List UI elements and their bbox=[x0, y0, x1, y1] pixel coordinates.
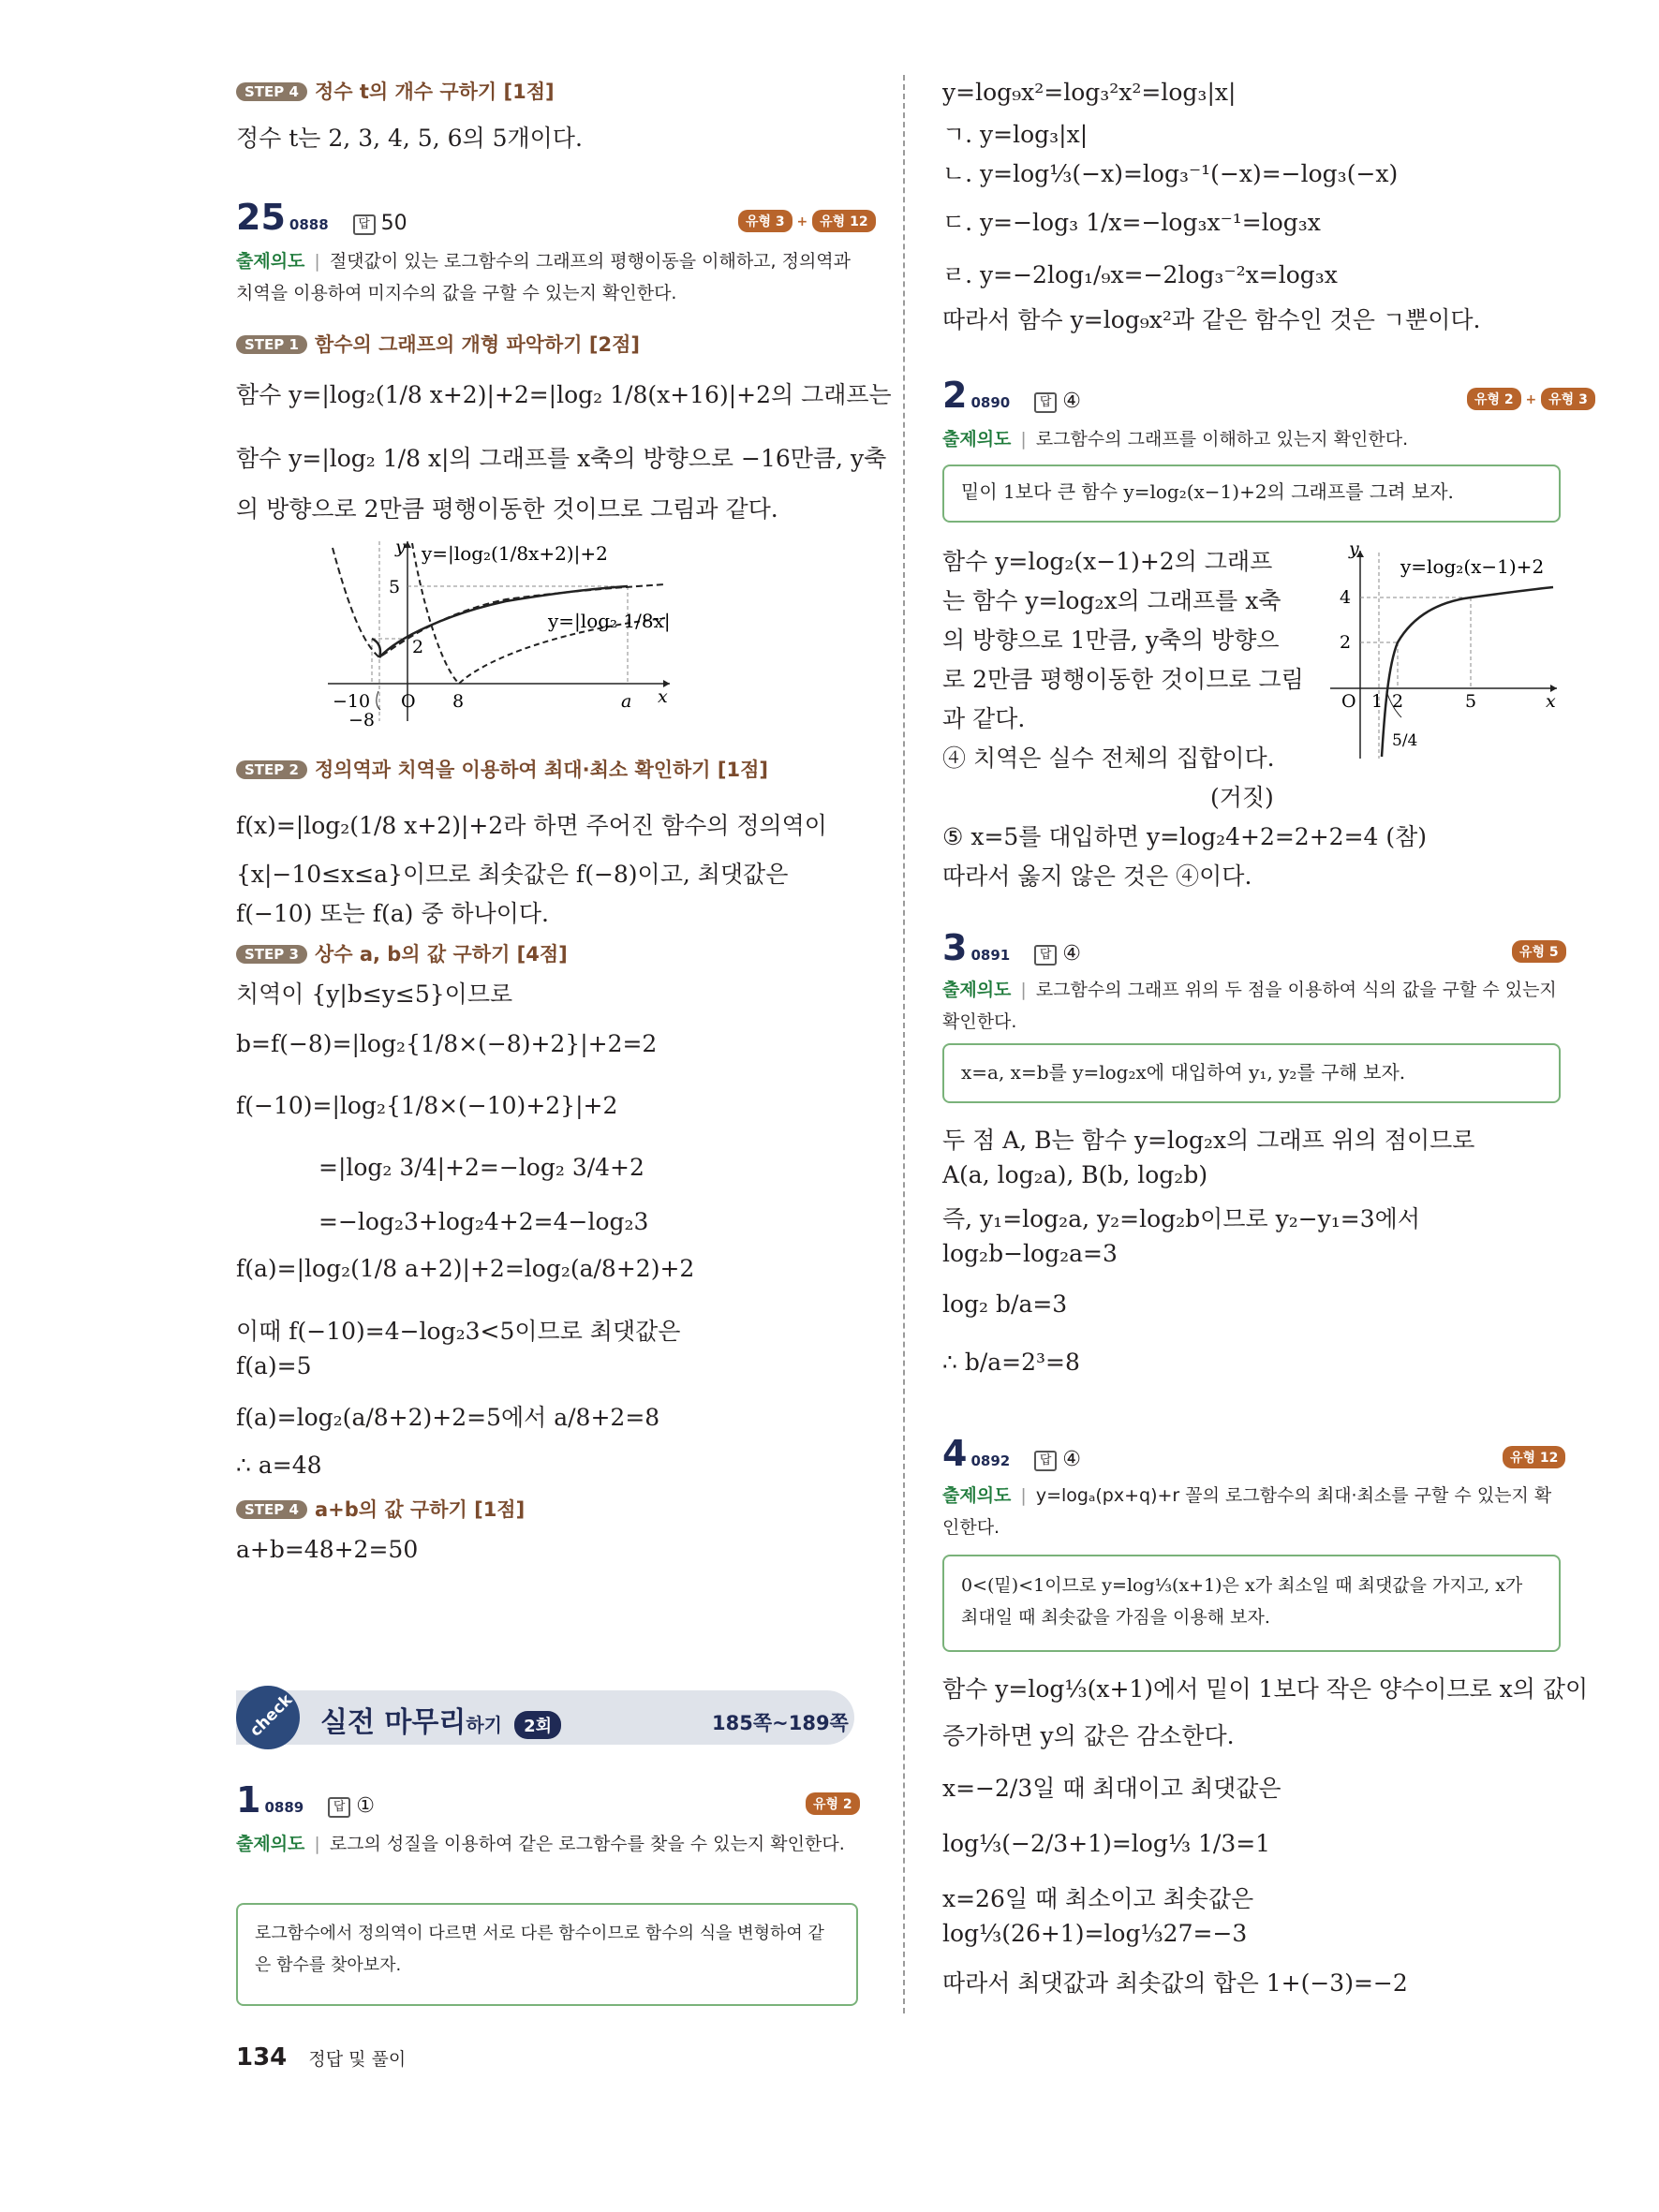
q25-graph bbox=[318, 534, 684, 730]
q2-line: 따라서 옳지 않은 것은 ④이다. bbox=[942, 863, 1252, 890]
q3-line: A(a, log₂a), B(b, log₂b) bbox=[942, 1161, 1208, 1188]
q4-line: 따라서 최댓값과 최솟값의 합은 1+(−3)=−2 bbox=[942, 1969, 1408, 1997]
q25-step2-heading bbox=[236, 755, 768, 783]
q25-line: 이때 f(−10)=4−log₂3<5이므로 최댓값은 bbox=[236, 1318, 681, 1345]
q25-intent: 출제의도 | 절댓값이 있는 로그함수의 그래프의 평행이동을 이해하고, 정의역과 치역을 이용하여 미지수의 값을 구할 수 있는지 확인한다. bbox=[236, 251, 852, 303]
type-tag: 유형 12 bbox=[1503, 1446, 1565, 1468]
q1-cont-line: ㄱ. y=log₃|x| bbox=[942, 121, 1089, 148]
q2-line: 로 2만큼 평행이동한 것이므로 그림 bbox=[942, 666, 1304, 693]
type-tag: 유형 5 bbox=[1512, 940, 1566, 963]
q2-intent: 출제의도 | 로그함수의 그래프를 이해하고 있는지 확인한다. bbox=[942, 429, 1409, 450]
question-code: 0891 bbox=[970, 947, 1011, 964]
q25-line: 의 방향으로 2만큼 평행이동한 것이므로 그림과 같다. bbox=[236, 495, 778, 523]
q25-line: b=f(−8)=|log₂{1/8×(−8)+2}|+2=2 bbox=[236, 1030, 658, 1057]
page-footer bbox=[236, 2043, 406, 2072]
step4-top-line: 정수 t는 2, 3, 4, 5, 6의 5개이다. bbox=[236, 125, 583, 152]
q4-header bbox=[942, 1433, 1081, 1474]
q25-line: f(x)=|log₂(1/8 x+2)|+2라 하면 주어진 함수의 정의역이 bbox=[236, 812, 827, 839]
tag-plus: + bbox=[796, 214, 808, 229]
q3-type-tag bbox=[1512, 940, 1566, 963]
tick-5: 5 bbox=[1465, 691, 1477, 712]
answer-icon: 답 bbox=[328, 1797, 350, 1818]
question-number: 3 bbox=[942, 927, 968, 968]
curve-label-2: y=|log₂ 1/8x| bbox=[548, 610, 671, 632]
step-title: a+b의 값 구하기 [1점] bbox=[314, 1498, 526, 1521]
step-badge: STEP 4 bbox=[236, 82, 307, 101]
q25-step4-heading bbox=[236, 1495, 525, 1523]
tick-5-4: 5/4 bbox=[1392, 731, 1418, 750]
tick-origin: O bbox=[1341, 691, 1356, 712]
q25-step1-heading bbox=[236, 330, 640, 358]
curve-label-1: y=|log₂(1/8x+2)|+2 bbox=[422, 542, 608, 565]
q25-step3-heading bbox=[236, 939, 568, 967]
q1-header bbox=[236, 1779, 375, 1821]
intent-text: 로그의 성질을 이용하여 같은 로그함수를 찾을 수 있는지 확인한다. bbox=[329, 1834, 845, 1854]
step-badge: STEP 1 bbox=[236, 335, 307, 354]
step-badge: STEP 3 bbox=[236, 945, 307, 964]
axis-y-label: y bbox=[1349, 538, 1359, 559]
step-title: 정수 t의 개수 구하기 [1점] bbox=[314, 81, 555, 103]
q4-line: log⅓(26+1)=log⅓27=−3 bbox=[942, 1920, 1248, 1947]
answer-value: 50 bbox=[380, 212, 407, 235]
q4-hint-box: 0<(밑)<1이므로 y=log⅓(x+1)은 x가 최소일 때 최댓값을 가지고, x가 최대일 때 최솟값을 가짐을 이용해 보자. bbox=[942, 1555, 1561, 1652]
banner-title bbox=[320, 1699, 561, 1740]
type-tag: 유형 2 bbox=[806, 1792, 860, 1815]
step4-top-heading bbox=[236, 77, 555, 105]
step-title: 상수 a, b의 값 구하기 [4점] bbox=[314, 943, 568, 966]
axis-x-label: x bbox=[1546, 691, 1556, 712]
banner-round: 2회 bbox=[514, 1711, 561, 1739]
curve-label: y=log₂(x−1)+2 bbox=[1400, 555, 1545, 578]
answer-value: ④ bbox=[1062, 942, 1081, 966]
tick-a: a bbox=[621, 691, 632, 712]
page-number: 134 bbox=[236, 2043, 288, 2072]
answer-icon: 답 bbox=[353, 214, 376, 235]
q3-line: ∴ b/a=2³=8 bbox=[942, 1349, 1080, 1376]
q2-line: 함수 y=log₂(x−1)+2의 그래프 bbox=[942, 548, 1273, 575]
tick-y4: 4 bbox=[1340, 587, 1352, 608]
q25-line: f(−10) 또는 f(a) 중 하나이다. bbox=[236, 900, 549, 927]
check-label: check bbox=[245, 1690, 297, 1741]
q3-line: log₂b−log₂a=3 bbox=[942, 1240, 1118, 1267]
q4-line: x=−2/3일 때 최대이고 최댓값은 bbox=[942, 1775, 1281, 1802]
step-title: 정의역과 치역을 이용하여 최대·최소 확인하기 [1점] bbox=[314, 759, 768, 781]
answer-icon: 답 bbox=[1034, 945, 1057, 966]
question-code: 0889 bbox=[264, 1799, 304, 1816]
axis-y-label: y bbox=[395, 537, 406, 557]
check-badge bbox=[236, 1686, 300, 1749]
answer-icon: 답 bbox=[1034, 392, 1057, 413]
step-badge: STEP 2 bbox=[236, 760, 307, 779]
q25-type-tags bbox=[738, 210, 876, 232]
type-tag: 유형 3 bbox=[738, 210, 792, 232]
q4-line: 함수 y=log⅓(x+1)에서 밑이 1보다 작은 양수이므로 x의 값이 bbox=[942, 1675, 1589, 1703]
answer-icon: 답 bbox=[1034, 1451, 1057, 1471]
q4-intent: 출제의도 | y=logₐ(px+q)+r 꼴의 로그함수의 최대·최소를 구할 수 있는지 확인한다. bbox=[942, 1485, 1552, 1538]
q2-hint-box: 밑이 1보다 큰 함수 y=log₂(x−1)+2의 그래프를 그려 보자. bbox=[942, 465, 1561, 523]
q25-line: {x|−10≤x≤a}이므로 최솟값은 f(−8)이고, 최댓값은 bbox=[236, 861, 789, 888]
q25-line: ∴ a=48 bbox=[236, 1452, 322, 1479]
banner-title-main: 실전 마무리 bbox=[320, 1706, 467, 1739]
q25-line: f(−10)=|log₂{1/8×(−10)+2}|+2 bbox=[236, 1092, 618, 1119]
q25-line: 함수 y=|log₂(1/8 x+2)|+2=|log₂ 1/8(x+16)|+2의 그래프는 bbox=[236, 381, 892, 408]
question-number: 25 bbox=[236, 197, 286, 238]
q3-hint-box: x=a, x=b를 y=log₂x에 대입하여 y₁, y₂를 구해 보자. bbox=[942, 1043, 1561, 1103]
tick-origin: O bbox=[401, 691, 416, 712]
q1-intent: 출제의도 | 로그의 성질을 이용하여 같은 로그함수를 찾을 수 있는지 확인한다. bbox=[236, 1834, 845, 1854]
page-section: 정답 및 풀이 bbox=[308, 2049, 407, 2070]
q3-intent: 출제의도 | 로그함수의 그래프 위의 두 점을 이용하여 식의 값을 구할 수 있는지 확인한다. bbox=[942, 980, 1557, 1032]
q2-line: 과 같다. bbox=[942, 705, 1026, 732]
q3-header bbox=[942, 927, 1081, 968]
tick-2: 2 bbox=[1392, 691, 1404, 712]
q1-cont-line: ㄹ. y=−2log₁/₉x=−2log₃⁻²x=log₃x bbox=[942, 261, 1338, 288]
question-number: 2 bbox=[942, 375, 968, 416]
q4-line: log⅓(−2/3+1)=log⅓ 1/3=1 bbox=[942, 1830, 1271, 1857]
q4-line: x=26일 때 최소이고 최솟값은 bbox=[942, 1885, 1254, 1912]
tick-2: 2 bbox=[412, 637, 424, 657]
tick-8: 8 bbox=[452, 691, 465, 712]
q1-type-tag bbox=[806, 1792, 860, 1815]
q2-line: 는 함수 y=log₂x의 그래프를 x축 bbox=[942, 587, 1281, 614]
q3-line: log₂ b/a=3 bbox=[942, 1290, 1068, 1318]
q2-line: (거짓) bbox=[1210, 784, 1274, 811]
question-number: 4 bbox=[942, 1433, 968, 1474]
q2-line: ⑤ x=5를 대입하면 y=log₂4+2=2+2=4 (참) bbox=[942, 823, 1428, 850]
step-badge: STEP 4 bbox=[236, 1500, 307, 1519]
question-number: 1 bbox=[236, 1779, 261, 1821]
question-code: 0888 bbox=[289, 216, 329, 233]
q25-line: 치역이 {y|b≤y≤5}이므로 bbox=[236, 981, 513, 1008]
q1-cont-line: ㄷ. y=−log₃ 1/x=−log₃x⁻¹=log₃x bbox=[942, 209, 1321, 236]
banner-pages: 185쪽~189쪽 bbox=[712, 1712, 849, 1734]
q25-line: f(a)=|log₂(1/8 a+2)|+2=log₂(a/8+2)+2 bbox=[236, 1255, 695, 1282]
intent-text: y=logₐ(px+q)+r 꼴의 로그함수의 최대·최소를 구할 수 있는지 확인한다. bbox=[942, 1485, 1552, 1538]
q25-line: f(a)=5 bbox=[236, 1352, 312, 1379]
q1-cont-line: 따라서 함수 y=log₉x²과 같은 함수인 것은 ㄱ뿐이다. bbox=[942, 306, 1481, 333]
intent-label: 출제의도 bbox=[236, 251, 305, 272]
tag-plus: + bbox=[1525, 392, 1537, 407]
answer-value: ④ bbox=[1062, 390, 1081, 413]
q1-cont-line: ㄴ. y=log⅓(−x)=log₃⁻¹(−x)=−log₃(−x) bbox=[942, 160, 1399, 187]
q25-line: 함수 y=|log₂ 1/8 x|의 그래프를 x축의 방향으로 −16만큼, y축 bbox=[236, 445, 887, 472]
q4-line: 증가하면 y의 값은 감소한다. bbox=[942, 1722, 1235, 1749]
q3-line: 두 점 A, B는 함수 y=log₂x의 그래프 위의 점이므로 bbox=[942, 1127, 1475, 1154]
intent-label: 출제의도 bbox=[942, 429, 1012, 450]
type-tag: 유형 12 bbox=[812, 210, 875, 232]
column-divider bbox=[903, 75, 905, 2013]
tick-y2: 2 bbox=[1340, 632, 1352, 653]
q4-type-tag bbox=[1503, 1446, 1565, 1468]
q2-type-tags bbox=[1467, 388, 1595, 410]
q2-graph bbox=[1311, 534, 1564, 768]
q3-line: 즉, y₁=log₂a, y₂=log₂b이므로 y₂−y₁=3에서 bbox=[942, 1205, 1420, 1232]
q2-line: ④ 치역은 실수 전체의 집합이다. bbox=[942, 745, 1275, 772]
step-title: 함수의 그래프의 개형 파악하기 [2점] bbox=[314, 333, 640, 356]
type-tag: 유형 3 bbox=[1541, 388, 1595, 410]
intent-label: 출제의도 bbox=[942, 980, 1012, 1000]
answer-value: ④ bbox=[1062, 1448, 1081, 1471]
axis-x-label: x bbox=[658, 686, 668, 707]
tick-neg10: −10 bbox=[333, 691, 371, 712]
answer-value: ① bbox=[356, 1794, 375, 1818]
q25-line: f(a)=log₂(a/8+2)+2=5에서 a/8+2=8 bbox=[236, 1404, 660, 1431]
intent-label: 출제의도 bbox=[942, 1485, 1012, 1506]
q25-line: a+b=48+2=50 bbox=[236, 1536, 419, 1563]
q1-cont-line: y=log₉x²=log₃²x²=log₃|x| bbox=[942, 79, 1237, 106]
tick-5: 5 bbox=[389, 577, 401, 597]
intent-text: 절댓값이 있는 로그함수의 그래프의 평행이동을 이해하고, 정의역과 치역을 이용하여 미지수의 값을 구할 수 있는지 확인한다. bbox=[236, 251, 852, 303]
intent-label: 출제의도 bbox=[236, 1834, 305, 1854]
q25-line: =−log₂3+log₂4+2=4−log₂3 bbox=[318, 1208, 649, 1235]
banner-title-suffix: 하기 bbox=[466, 1714, 502, 1736]
question-code: 0890 bbox=[970, 394, 1011, 411]
tick-neg8: −8 bbox=[348, 710, 376, 730]
q2-header bbox=[942, 375, 1081, 416]
type-tag: 유형 2 bbox=[1467, 388, 1521, 410]
q1-hint-box: 로그함수에서 정의역이 다르면 서로 다른 함수이므로 함수의 식을 변형하여 같은 함수를 찾아보자. bbox=[236, 1903, 858, 2006]
q2-line: 의 방향으로 1만큼, y축의 방향으 bbox=[942, 627, 1280, 654]
question-code: 0892 bbox=[970, 1453, 1011, 1469]
tick-1: 1 bbox=[1371, 691, 1384, 712]
intent-text: 로그함수의 그래프를 이해하고 있는지 확인한다. bbox=[1035, 429, 1409, 450]
intent-text: 로그함수의 그래프 위의 두 점을 이용하여 식의 값을 구할 수 있는지 확인한다. bbox=[942, 980, 1557, 1032]
q25-header bbox=[236, 197, 407, 238]
q25-line: =|log₂ 3/4|+2=−log₂ 3/4+2 bbox=[318, 1154, 644, 1181]
